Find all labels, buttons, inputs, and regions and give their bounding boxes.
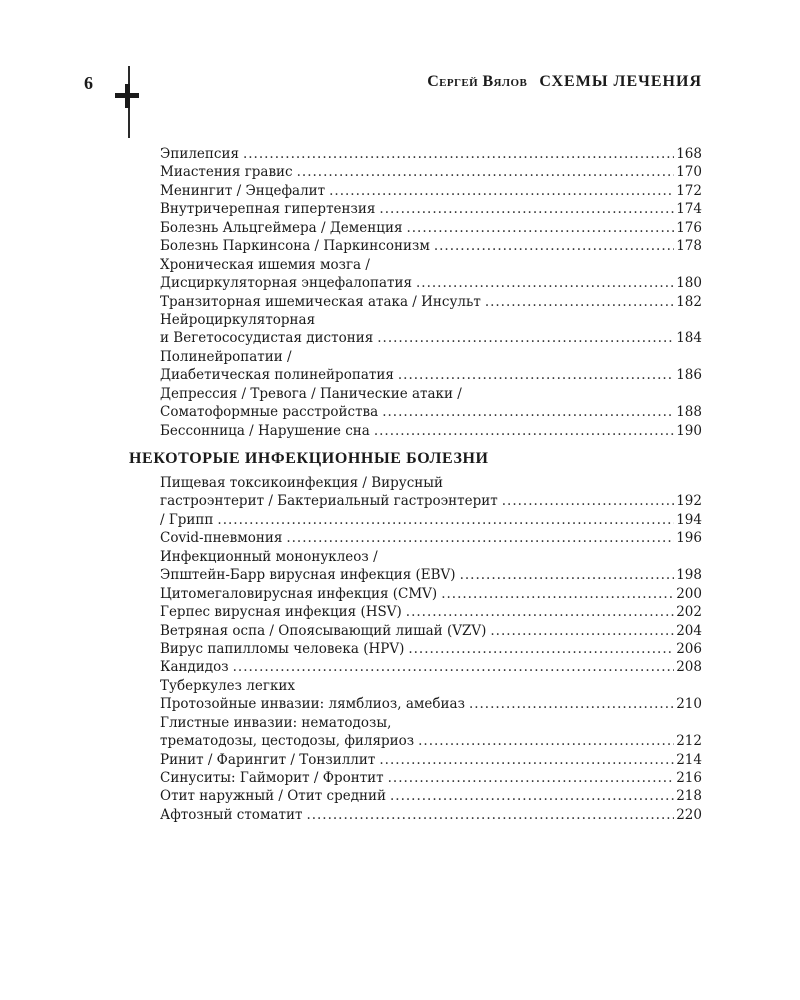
toc-entry [160,677,702,714]
toc-entry-title: Дисциркуляторная энцефалопатия [160,275,412,292]
toc-entry-title: / Грипп [160,511,214,528]
toc-line [160,566,702,584]
toc-line [160,274,702,292]
toc-page-number: 190 [676,422,702,439]
section-heading: НЕКОТОРЫЕ ИНФЕКЦИОННЫЕ БОЛЕЗНИ [129,450,489,467]
toc-line [160,806,702,824]
toc-leader-dots [406,219,674,237]
book-title: СХЕМЫ ЛЕЧЕНИЯ [539,73,702,90]
toc-line [160,403,702,421]
toc-entry-title: Депрессия / Тревога / Панические атаки / [160,385,462,402]
toc-entry-title: Кандидоз [160,659,229,676]
toc-leader-dots [460,566,675,584]
toc-entry [160,182,702,200]
toc-page-number: 176 [676,219,702,236]
toc-line [160,237,702,255]
toc-entry [160,200,702,218]
toc-leader-dots [418,732,674,750]
toc-entry-title: Миастения гравис [160,164,293,181]
toc-page-number: 188 [676,404,702,421]
toc-entry [160,348,702,385]
toc-entry-title: Пищевая токсикоинфекция / Вирусный [160,475,444,491]
toc-page-number: 206 [676,640,702,657]
toc-entry [160,311,702,348]
toc-line [160,163,702,181]
toc-entry [160,714,702,751]
toc-line [160,145,702,163]
toc-leader-dots [377,329,674,347]
toc-page-number: 194 [676,511,702,528]
toc-line [160,787,702,805]
toc-page-number: 168 [676,146,702,162]
toc-entry-title: Болезнь Паркинсона / Паркинсонизм [160,238,430,255]
toc-entry-title: Глистные инвазии: нематодозы, [160,714,392,731]
toc-line [160,658,702,676]
toc-page-number: 184 [676,330,702,347]
toc-entry-title: Хроническая ишемия мозга / [160,256,370,273]
toc-entry [160,585,702,603]
running-head [427,73,702,91]
toc-entry [160,237,702,255]
toc-entry-title: Соматоформные расстройства [160,404,379,421]
toc-leader-dots [406,603,674,621]
toc-page-number: 220 [676,806,702,823]
toc-entry-title: Герпес вирусная инфекция (HSV) [160,604,402,621]
toc-entry-title: Нейроциркуляторная [160,311,316,328]
toc-leader-dots [286,529,674,547]
toc-leader-dots [243,145,674,163]
toc-page-number: 172 [676,182,702,199]
toc-entry [160,163,702,181]
toc-line [160,603,702,621]
toc-line [160,714,702,732]
toc-entry [160,806,702,824]
toc-line [160,348,702,366]
toc-entry [160,658,702,676]
toc-line [160,256,702,274]
toc-line [160,293,702,311]
author-name: Сергей Вялов [427,73,528,90]
toc-line [160,769,702,787]
toc-leader-dots [434,237,674,255]
toc-entry-title: Туберкулез легких [160,677,295,694]
toc-leader-dots [408,640,674,658]
toc-leader-dots [379,200,674,218]
toc-page-number: 214 [676,751,702,768]
toc-page-number: 180 [676,275,702,292]
table-of-contents [129,145,702,824]
toc-leader-dots [382,403,674,421]
toc-line [160,385,702,403]
toc-group-neurology [160,145,702,440]
toc-line [160,529,702,547]
toc-page-number: 170 [676,164,702,181]
toc-line [160,732,702,750]
toc-line [160,474,702,492]
toc-entry-title: гастроэнтерит / Бактериальный гастроэнтерит [160,493,498,510]
toc-page-number: 218 [676,788,702,805]
toc-entry [160,603,702,621]
toc-entry-title: Внутричерепная гипертензия [160,201,376,218]
toc-page-number: 198 [676,567,702,584]
toc-entry-title: Ветряная оспа / Опоясывающий лишай (VZV) [160,622,487,639]
toc-page-number: 216 [676,770,702,786]
toc-line [160,677,702,695]
toc-line [160,751,702,769]
toc-line [160,695,702,713]
toc-page-number: 196 [676,530,702,547]
toc-line [160,622,702,640]
toc-line [160,585,702,603]
toc-page-number: 200 [676,585,702,602]
toc-leader-dots [217,511,674,529]
toc-entry-title: Протозойные инвазии: лямблиоз, амебиаз [160,696,465,713]
toc-entry-title: Цитомегаловирусная инфекция (CMV) [160,585,438,602]
toc-line [160,511,702,529]
toc-leader-dots [374,422,674,440]
toc-entry-title: Эпштейн-Барр вирусная инфекция (EBV) [160,567,456,584]
toc-entry-title: Полинейропатии / [160,348,292,365]
toc-group-infectious [160,474,702,824]
toc-entry [160,640,702,658]
toc-leader-dots [329,182,674,200]
toc-line [160,548,702,566]
toc-leader-dots [388,769,675,787]
toc-leader-dots [379,751,674,769]
toc-page-number: 174 [676,201,702,218]
toc-entry [160,474,702,511]
toc-leader-dots [469,695,674,713]
toc-entry [160,511,702,529]
toc-entry [160,529,702,547]
crop-mark-cross-icon [115,84,139,108]
toc-leader-dots [490,622,674,640]
toc-line [160,422,702,440]
toc-entry [160,385,702,422]
toc-leader-dots [398,366,674,384]
toc-page-number: 208 [676,659,702,676]
toc-leader-dots [297,163,675,181]
toc-page-number: 182 [676,293,702,310]
toc-line [160,311,702,329]
toc-entry-title: Ринит / Фарингит / Тонзиллит [160,751,376,768]
toc-entry-title: и Вегетососудистая дистония [160,330,374,347]
toc-entry-title: трематодозы, цестодозы, филяриоз [160,733,415,750]
toc-entry-title: Covid-пневмония [160,530,283,547]
toc-line [160,219,702,237]
toc-entry-title: Бессонница / Нарушение сна [160,422,370,439]
toc-entry-title: Синуситы: Гайморит / Фронтит [160,770,384,786]
toc-line [160,492,702,510]
toc-page-number: 178 [676,238,702,255]
toc-entry [160,145,702,163]
toc-page-number: 210 [676,696,702,713]
toc-entry-title: Вирус папилломы человека (HPV) [160,640,405,657]
toc-page-number: 212 [676,733,702,750]
toc-page-number: 204 [676,622,702,639]
toc-entry [160,622,702,640]
toc-entry [160,787,702,805]
toc-entry [160,751,702,769]
toc-line [160,640,702,658]
toc-entry-title: Болезнь Альцгеймера / Деменция [160,219,403,236]
toc-leader-dots [390,787,674,805]
toc-entry-title: Транзиторная ишемическая атака / Инсульт [160,293,481,310]
toc-entry-title: Афтозный стоматит [160,806,303,823]
toc-entry-title: Диабетическая полинейропатия [160,367,394,384]
toc-entry-title: Инфекционный мононуклеоз / [160,548,378,565]
toc-entry [160,293,702,311]
toc-leader-dots [441,585,674,603]
toc-page-number: 202 [676,604,702,621]
toc-leader-dots [485,293,674,311]
toc-leader-dots [306,806,674,824]
toc-leader-dots [416,274,674,292]
toc-entry-title: Менингит / Энцефалит [160,182,326,199]
page-number: 6 [84,73,93,93]
toc-entry [160,256,702,293]
toc-line [160,366,702,384]
toc-page-number: 186 [676,367,702,384]
toc-line [160,182,702,200]
toc-leader-dots [233,658,675,676]
toc-page-number: 192 [676,493,702,510]
toc-entry-title: Эпилепсия [160,146,239,162]
toc-entry [160,422,702,440]
toc-entry [160,769,702,787]
toc-entry [160,548,702,585]
toc-line [160,200,702,218]
toc-entry [160,219,702,237]
toc-entry-title: Отит наружный / Отит средний [160,788,387,805]
toc-line [160,329,702,347]
toc-leader-dots [502,492,674,510]
